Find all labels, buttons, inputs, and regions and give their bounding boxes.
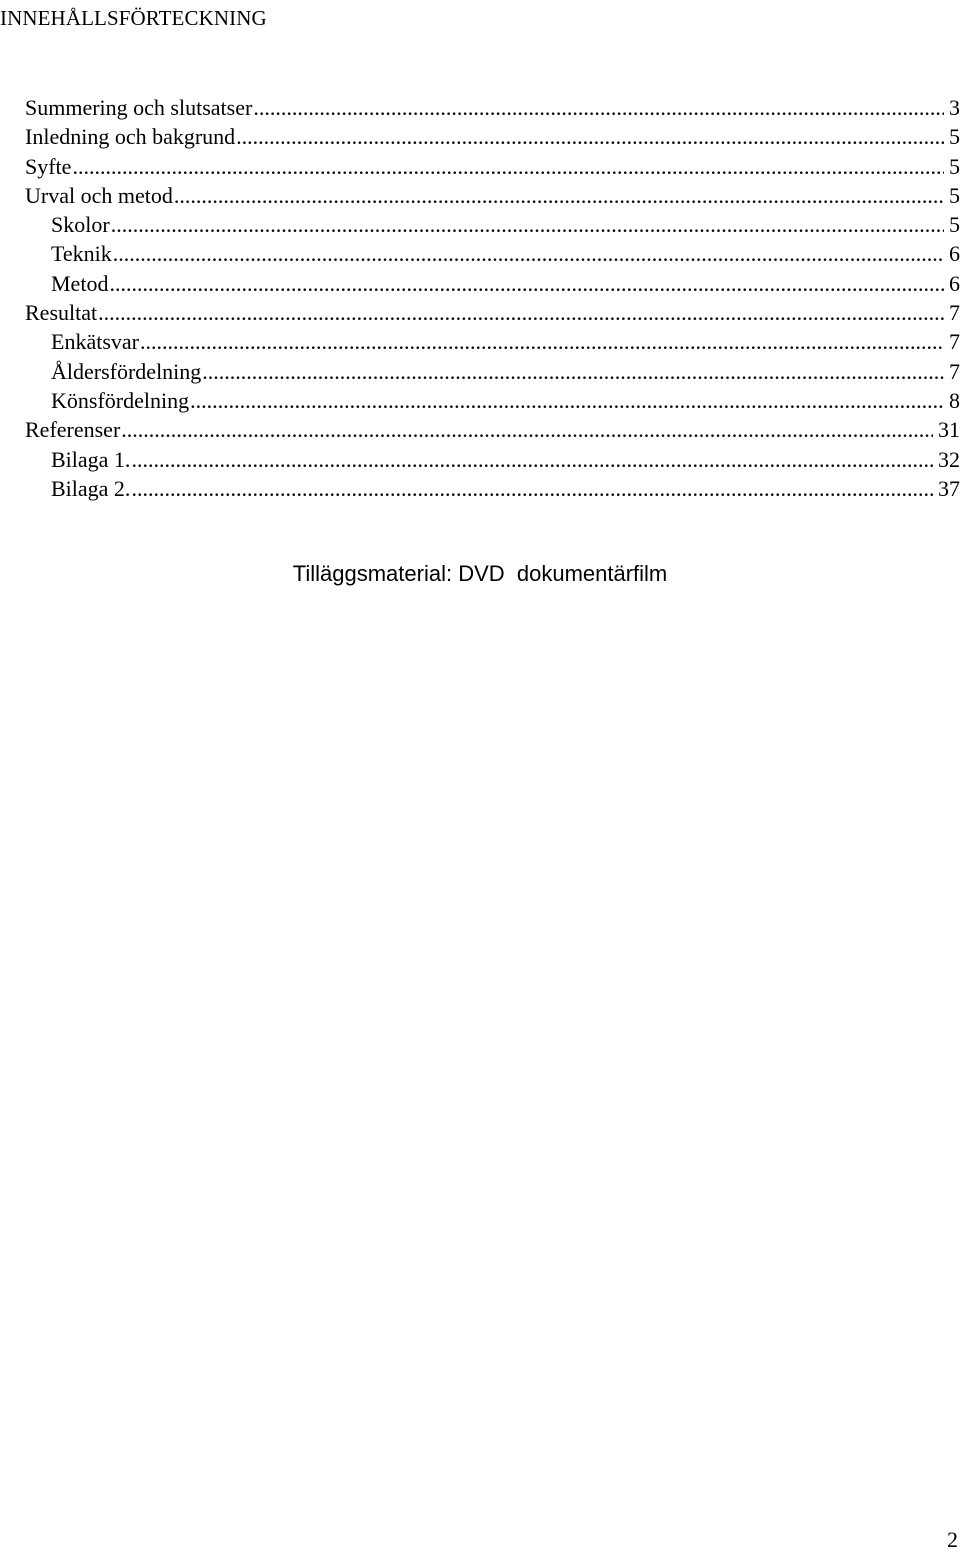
toc-entry[interactable] xyxy=(25,327,960,356)
toc-entry-title: Referenser xyxy=(25,417,121,443)
toc-dot-leader xyxy=(121,415,933,444)
toc-entry[interactable] xyxy=(25,181,960,210)
toc-entry-page: 3 xyxy=(944,93,960,122)
toc-dot-leader xyxy=(111,210,944,239)
toc-entry-title: Enkätsvar xyxy=(51,329,139,355)
toc-entry-page: 31 xyxy=(933,415,960,444)
toc-entry-page: 7 xyxy=(944,298,960,327)
toc-entry-page: 8 xyxy=(944,386,960,415)
toc-entry-title: Summering och slutsatser xyxy=(25,95,253,120)
toc-entry[interactable] xyxy=(25,474,960,503)
toc-dot-leader xyxy=(98,298,944,327)
toc-dot-leader xyxy=(174,181,944,210)
toc-entry-page: 37 xyxy=(933,474,960,503)
toc-dot-leader xyxy=(202,357,944,386)
toc-entry-title: Könsfördelning xyxy=(51,387,190,413)
toc-entry-title: Metod xyxy=(51,270,109,296)
toc-entry[interactable] xyxy=(25,152,960,181)
toc-entry-title: Resultat xyxy=(25,300,98,326)
toc-dot-leader xyxy=(253,93,944,122)
toc-dot-leader xyxy=(113,239,944,268)
toc-dot-leader xyxy=(131,474,933,503)
toc-entry-title: Bilaga 2. xyxy=(51,475,131,501)
toc-entry[interactable] xyxy=(25,122,960,151)
toc-entry[interactable] xyxy=(25,357,960,386)
table-of-contents xyxy=(25,93,960,503)
toc-dot-leader xyxy=(72,152,944,181)
toc-entry[interactable] xyxy=(25,386,960,415)
toc-entry-page: 7 xyxy=(944,357,960,386)
supplementary-material-note: Tilläggsmaterial: DVD dokumentärfilm xyxy=(292,561,668,586)
toc-entry-page: 5 xyxy=(944,152,960,181)
toc-dot-leader xyxy=(236,122,944,151)
toc-dot-leader xyxy=(109,269,944,298)
toc-heading: INNEHÅLLSFÖRTECKNING xyxy=(0,6,267,30)
toc-entry[interactable] xyxy=(25,269,960,298)
toc-entry[interactable] xyxy=(25,415,960,444)
toc-dot-leader xyxy=(131,445,933,474)
toc-entry[interactable] xyxy=(25,93,960,122)
toc-entry-title: Urval och metod xyxy=(25,182,173,208)
toc-entry[interactable] xyxy=(25,445,960,474)
toc-entry-title: Skolor xyxy=(51,212,110,238)
toc-entry-title: Inledning och bakgrund xyxy=(25,124,236,150)
toc-entry-page: 32 xyxy=(933,445,960,474)
toc-entry[interactable] xyxy=(25,298,960,327)
toc-entry-page: 6 xyxy=(944,239,960,268)
toc-entry-page: 7 xyxy=(944,327,960,356)
toc-entry-page: 6 xyxy=(944,269,960,298)
toc-entry[interactable] xyxy=(25,210,960,239)
page-number: 2 xyxy=(947,1527,958,1552)
toc-entry-title: Syfte xyxy=(25,153,72,179)
toc-dot-leader xyxy=(190,386,944,415)
toc-dot-leader xyxy=(140,327,944,356)
toc-entry-page: 5 xyxy=(944,210,960,239)
toc-entry-title: Åldersfördelning xyxy=(51,358,202,384)
toc-entry[interactable] xyxy=(25,239,960,268)
toc-entry-title: Teknik xyxy=(51,241,112,267)
toc-entry-title: Bilaga 1. xyxy=(51,446,131,472)
toc-entry-page: 5 xyxy=(944,181,960,210)
toc-entry-page: 5 xyxy=(944,122,960,151)
